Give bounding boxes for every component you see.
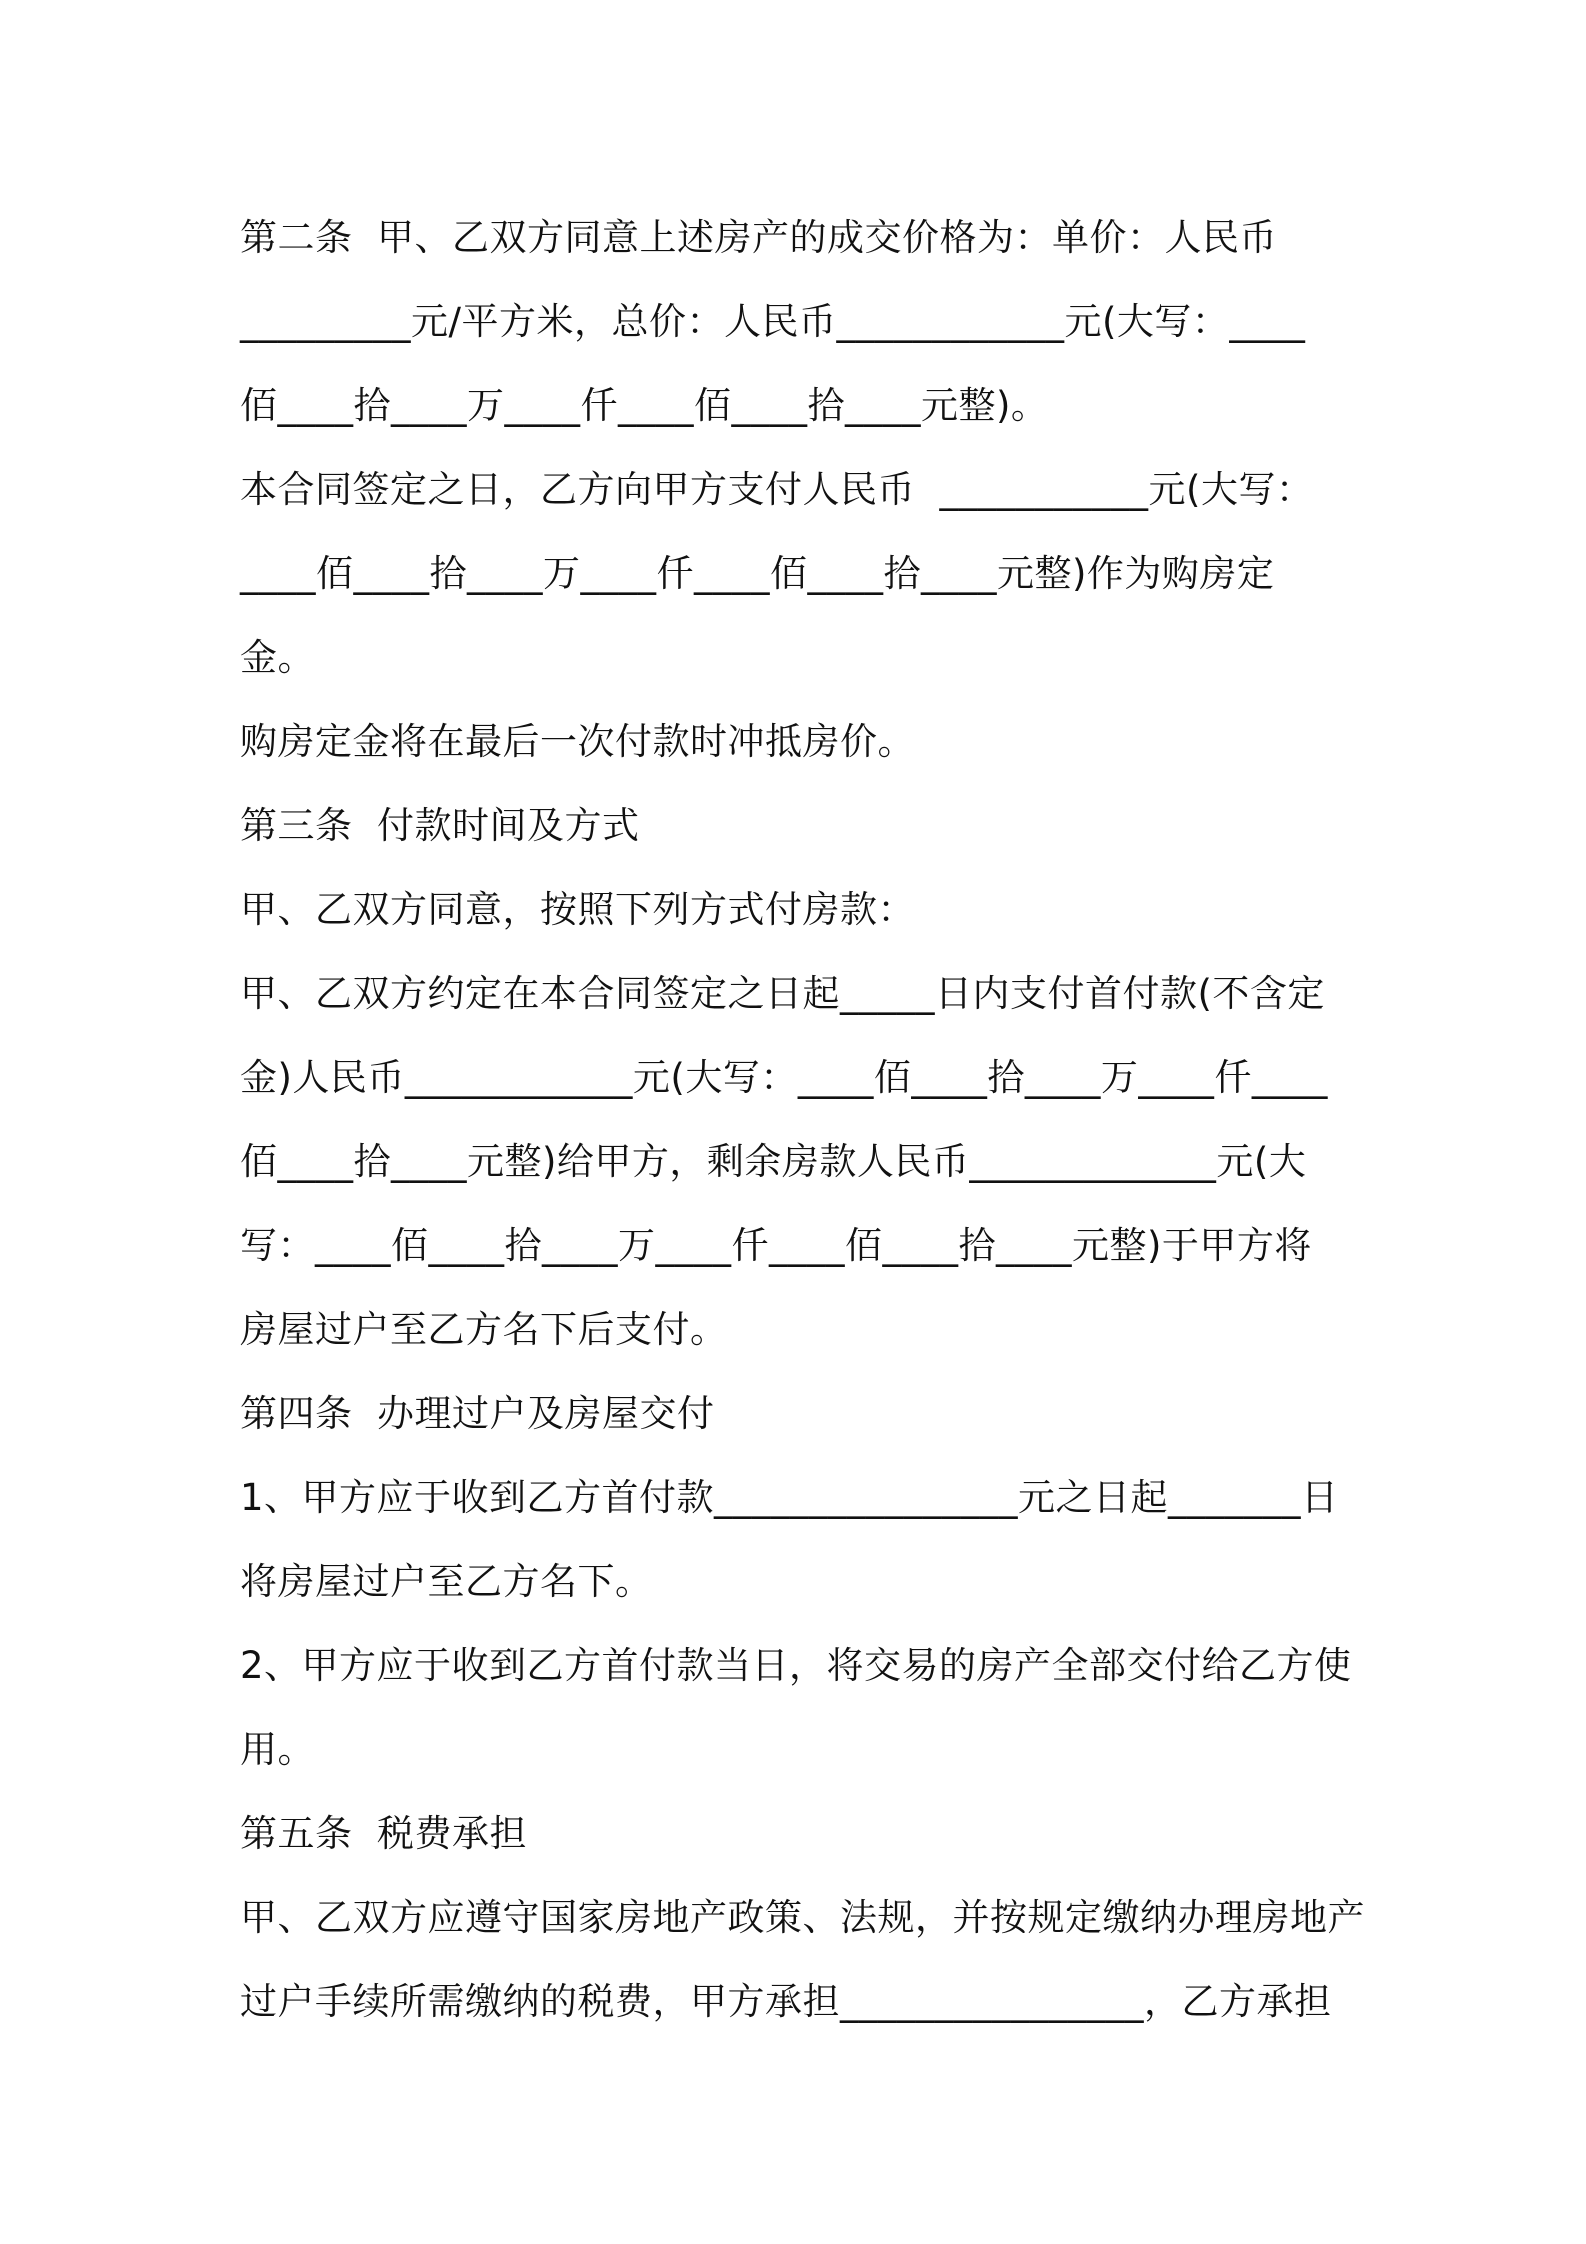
deposit-line: ____佰____拾____万____仟____佰____拾____元整)作为购房定: [240, 552, 1275, 595]
payment-terms-line: 房屋过户至乙方名下后支付。: [240, 1308, 728, 1351]
transfer-clause-2-line: 2、甲方应于收到乙方首付款当日，将交易的房产全部交付给乙方使: [240, 1644, 1352, 1687]
tax-clause-line: 甲、乙双方应遵守国家房地产政策、法规，并按规定缴纳办理房地产: [240, 1896, 1365, 1939]
transfer-clause-2-line: 用。: [240, 1728, 315, 1771]
payment-terms-line: 佰____拾____元整)给甲方，剩余房款人民币_____________元(大: [240, 1140, 1307, 1183]
tax-clause-line: 过户手续所需缴纳的税费，甲方承担________________，乙方承担: [240, 1980, 1332, 2023]
payment-terms-line: 甲、乙双方约定在本合同签定之日起_____日内支付首付款(不含定: [240, 972, 1325, 1015]
transfer-clause-1-line: 将房屋过户至乙方名下。: [240, 1560, 653, 1603]
deposit-line: 本合同签定之日，乙方向甲方支付人民币 ___________元(大写：: [240, 468, 1314, 511]
deposit-offset-line: 购房定金将在最后一次付款时冲抵房价。: [240, 720, 915, 763]
article-5-heading: 第五条 税费承担: [240, 1812, 528, 1855]
payment-agreement-line: 甲、乙双方同意，按照下列方式付房款：: [240, 888, 915, 931]
article-2-price-line: 第二条 甲、乙双方同意上述房产的成交价格为：单价：人民币: [240, 216, 1278, 259]
article-3-heading: 第三条 付款时间及方式: [240, 804, 640, 847]
article-4-heading: 第四条 办理过户及房屋交付: [240, 1392, 715, 1435]
payment-terms-line: 写：____佰____拾____万____仟____佰____拾____元整)于甲方将: [240, 1224, 1312, 1267]
contract-body: [240, 196, 1365, 2044]
payment-terms-line: 金)人民币____________元(大写：____佰____拾____万____仟____: [240, 1056, 1328, 1099]
transfer-clause-1-line: 1、甲方应于收到乙方首付款________________元之日起_______日: [240, 1476, 1339, 1519]
article-2-price-line: 佰____拾____万____仟____佰____拾____元整)。: [240, 384, 1049, 427]
deposit-line: 金。: [240, 636, 315, 679]
article-2-price-line: _________元/平方米，总价：人民币____________元(大写：____: [240, 300, 1306, 343]
